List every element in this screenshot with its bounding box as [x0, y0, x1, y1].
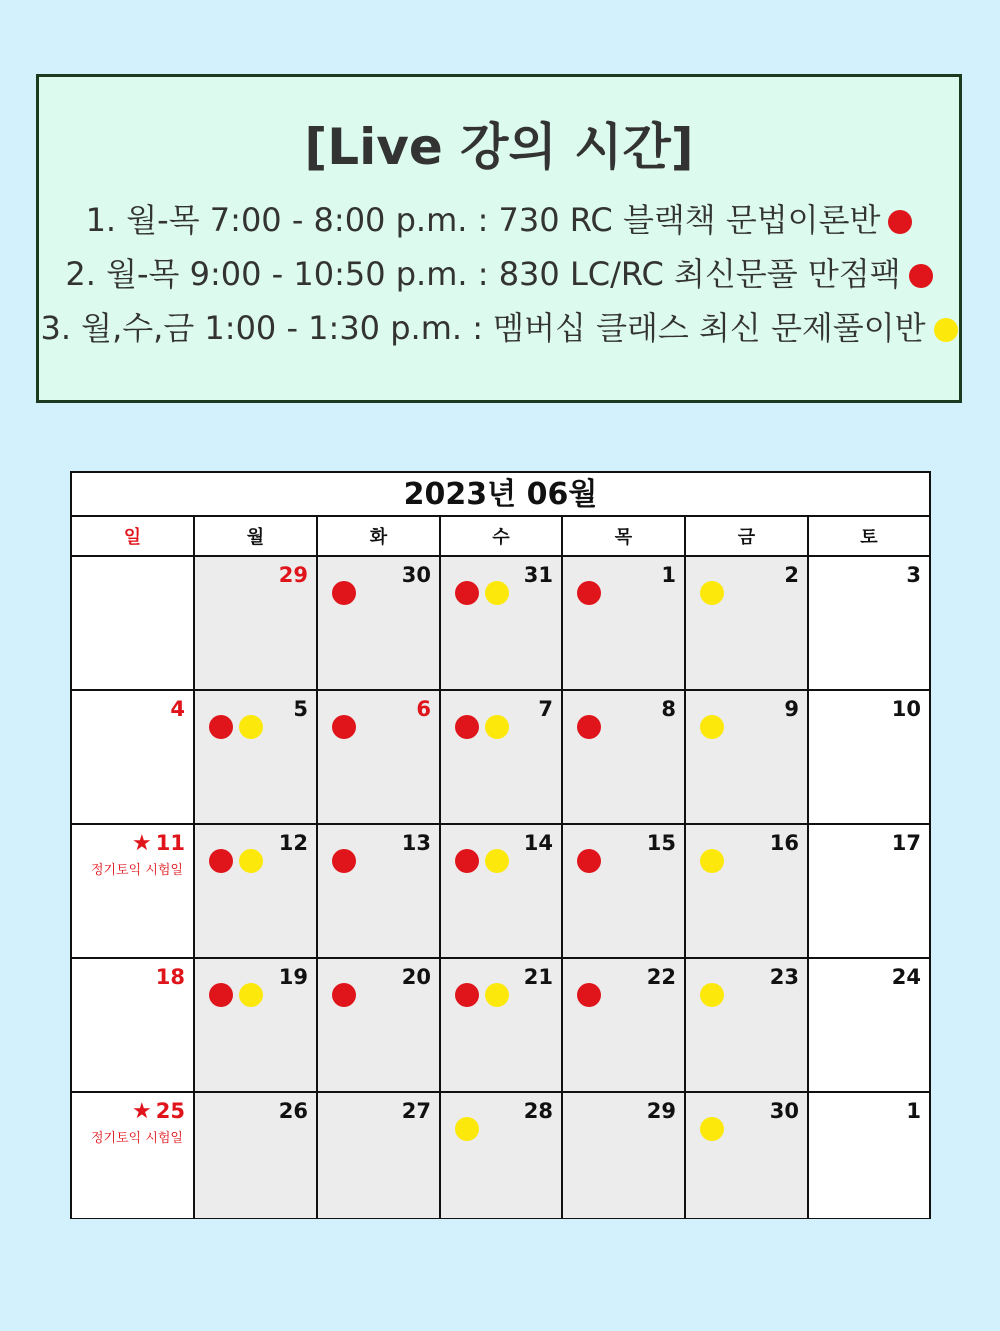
- day-number: [770, 831, 799, 855]
- class-dots: [332, 581, 356, 605]
- day-number-text: 25: [155, 1099, 185, 1123]
- schedule-line-text: 1. 월-목 7:00 - 8:00 p.m. : 730 RC 블랙책 문법이론반: [85, 201, 881, 239]
- day-number: [132, 1099, 185, 1124]
- calendar-day-cell[interactable]: [318, 691, 441, 825]
- class-dots: [577, 849, 601, 873]
- class-dots: [700, 983, 724, 1007]
- yellow-dot-icon: [700, 581, 724, 605]
- day-number: [906, 1099, 921, 1123]
- calendar-day-cell[interactable]: [686, 959, 809, 1093]
- day-number-text: 5: [293, 697, 308, 721]
- day-number: [170, 697, 185, 721]
- day-number-text: 21: [523, 965, 553, 989]
- day-number-text: 16: [769, 831, 799, 855]
- day-number-text: 30: [401, 563, 431, 587]
- day-number: [784, 563, 799, 587]
- day-number-text: 30: [769, 1099, 799, 1123]
- day-number: [402, 1099, 431, 1123]
- day-number-text: 1: [661, 563, 676, 587]
- day-number-text: 8: [661, 697, 676, 721]
- calendar-day-cell[interactable]: [318, 1093, 441, 1218]
- red-dot-icon: [577, 715, 601, 739]
- day-number-text: 1: [906, 1099, 921, 1123]
- red-dot-icon: [455, 581, 479, 605]
- class-dots: [577, 715, 601, 739]
- calendar-day-cell[interactable]: [809, 557, 929, 691]
- day-number: [892, 831, 921, 855]
- day-number: [293, 697, 308, 721]
- red-dot-icon: [209, 715, 233, 739]
- day-number-text: 7: [538, 697, 553, 721]
- calendar-day-cell[interactable]: [195, 557, 318, 691]
- star-icon: ★: [132, 1099, 152, 1124]
- weekday-header: 화: [318, 517, 441, 557]
- calendar-day-cell[interactable]: [441, 691, 563, 825]
- class-dots: [209, 983, 263, 1007]
- schedule-line-text: 3. 월,수,금 1:00 - 1:30 p.m. : 멤버십 클래스 최신 문제풀이반: [40, 309, 926, 347]
- class-dots: [455, 983, 509, 1007]
- day-number: [892, 965, 921, 989]
- red-dot-icon: [577, 581, 601, 605]
- calendar-day-cell[interactable]: [809, 1093, 929, 1218]
- weekday-header: 월: [195, 517, 318, 557]
- day-number-text: 28: [523, 1099, 553, 1123]
- yellow-dot-icon: [700, 1117, 724, 1141]
- class-dots: [455, 715, 509, 739]
- red-dot-icon: [332, 715, 356, 739]
- red-dot-icon: [455, 983, 479, 1007]
- weekday-header: 일: [72, 517, 195, 557]
- yellow-dot-icon: [455, 1117, 479, 1141]
- day-number: [770, 965, 799, 989]
- yellow-dot-icon: [934, 318, 958, 342]
- day-number: [279, 563, 308, 587]
- red-dot-icon: [909, 264, 933, 288]
- class-dots: [577, 983, 601, 1007]
- day-number-text: 15: [646, 831, 676, 855]
- class-dots: [332, 983, 356, 1007]
- day-number-text: 9: [784, 697, 799, 721]
- day-number-text: 23: [769, 965, 799, 989]
- day-number: [647, 831, 676, 855]
- calendar-day-cell[interactable]: [441, 959, 563, 1093]
- red-dot-icon: [577, 983, 601, 1007]
- day-number: [906, 563, 921, 587]
- calendar-day-cell[interactable]: [441, 557, 563, 691]
- schedule-line-text: 2. 월-목 9:00 - 10:50 p.m. : 830 LC/RC 최신문풀 만점팩: [65, 255, 901, 293]
- day-number: [524, 1099, 553, 1123]
- day-number-text: 29: [278, 563, 308, 587]
- class-dots: [455, 581, 509, 605]
- calendar-day-cell[interactable]: [441, 1093, 563, 1218]
- day-number-text: 11: [155, 831, 185, 855]
- yellow-dot-icon: [485, 715, 509, 739]
- day-number-text: 10: [891, 697, 921, 721]
- class-dots: [332, 849, 356, 873]
- exam-day-note: 정기토익 시험일: [90, 863, 183, 878]
- day-number: [524, 563, 553, 587]
- red-dot-icon: [332, 849, 356, 873]
- exam-day-note: 정기토익 시험일: [90, 1131, 183, 1146]
- schedule-line-2: [39, 247, 959, 301]
- weekday-header: 목: [563, 517, 686, 557]
- calendar-day-cell[interactable]: [318, 557, 441, 691]
- red-dot-icon: [332, 983, 356, 1007]
- day-number: [279, 965, 308, 989]
- yellow-dot-icon: [700, 849, 724, 873]
- day-number-text: 31: [523, 563, 553, 587]
- calendar-day-cell[interactable]: [72, 557, 195, 691]
- class-dots: [700, 715, 724, 739]
- calendar-day-cell[interactable]: [563, 557, 686, 691]
- day-number: [647, 1099, 676, 1123]
- star-icon: ★: [132, 831, 152, 856]
- live-schedule-box: [36, 74, 962, 403]
- red-dot-icon: [209, 849, 233, 873]
- calendar: [70, 471, 931, 1219]
- day-number-text: 17: [891, 831, 921, 855]
- weekday-header: 금: [686, 517, 809, 557]
- red-dot-icon: [209, 983, 233, 1007]
- day-number-text: 6: [416, 697, 431, 721]
- day-number: [524, 831, 553, 855]
- yellow-dot-icon: [239, 715, 263, 739]
- calendar-day-cell[interactable]: [809, 825, 929, 959]
- calendar-day-cell[interactable]: [809, 691, 929, 825]
- weekday-header: 토: [809, 517, 929, 557]
- class-dots: [455, 849, 509, 873]
- calendar-day-cell[interactable]: [72, 691, 195, 825]
- day-number: [784, 697, 799, 721]
- class-dots: [455, 1117, 479, 1141]
- day-number: [279, 831, 308, 855]
- calendar-day-cell[interactable]: [686, 1093, 809, 1218]
- red-dot-icon: [455, 849, 479, 873]
- calendar-day-cell[interactable]: [195, 691, 318, 825]
- day-number: [661, 563, 676, 587]
- calendar-day-cell[interactable]: [563, 959, 686, 1093]
- day-number: [402, 965, 431, 989]
- calendar-day-cell[interactable]: [686, 825, 809, 959]
- day-number-text: 4: [170, 697, 185, 721]
- day-number: [416, 697, 431, 721]
- day-number-text: 3: [906, 563, 921, 587]
- day-number: [538, 697, 553, 721]
- day-number-text: 22: [646, 965, 676, 989]
- class-dots: [209, 849, 263, 873]
- day-number-text: 27: [401, 1099, 431, 1123]
- day-number-text: 18: [155, 965, 185, 989]
- schedule-line-3: [39, 301, 959, 355]
- class-dots: [700, 849, 724, 873]
- calendar-title: 2023년 06월: [72, 473, 929, 517]
- schedule-title: [Live 강의 시간]: [304, 118, 694, 176]
- calendar-day-cell[interactable]: [195, 1093, 318, 1218]
- day-number: [524, 965, 553, 989]
- yellow-dot-icon: [485, 849, 509, 873]
- calendar-day-cell[interactable]: [563, 825, 686, 959]
- yellow-dot-icon: [485, 581, 509, 605]
- day-number-text: 24: [891, 965, 921, 989]
- day-number: [647, 965, 676, 989]
- calendar-day-cell[interactable]: [809, 959, 929, 1093]
- red-dot-icon: [455, 715, 479, 739]
- day-number: [402, 831, 431, 855]
- class-dots: [577, 581, 601, 605]
- calendar-day-cell[interactable]: [195, 959, 318, 1093]
- class-dots: [700, 1117, 724, 1141]
- calendar-day-cell[interactable]: [686, 691, 809, 825]
- day-number-text: 29: [646, 1099, 676, 1123]
- day-number: [770, 1099, 799, 1123]
- calendar-day-cell[interactable]: [318, 959, 441, 1093]
- day-number: [892, 697, 921, 721]
- day-number-text: 12: [278, 831, 308, 855]
- yellow-dot-icon: [485, 983, 509, 1007]
- calendar-day-cell[interactable]: [72, 1093, 195, 1218]
- calendar-grid: [72, 517, 929, 1218]
- calendar-day-cell[interactable]: [441, 825, 563, 959]
- schedule-lines: [39, 193, 959, 355]
- red-dot-icon: [577, 849, 601, 873]
- calendar-day-cell[interactable]: [318, 825, 441, 959]
- weekday-header: 수: [441, 517, 563, 557]
- yellow-dot-icon: [239, 983, 263, 1007]
- day-number-text: 20: [401, 965, 431, 989]
- class-dots: [209, 715, 263, 739]
- calendar-day-cell[interactable]: [563, 691, 686, 825]
- calendar-day-cell[interactable]: [563, 1093, 686, 1218]
- calendar-day-cell[interactable]: [72, 959, 195, 1093]
- class-dots: [332, 715, 356, 739]
- yellow-dot-icon: [700, 715, 724, 739]
- calendar-day-cell[interactable]: [686, 557, 809, 691]
- day-number: [402, 563, 431, 587]
- day-number: [156, 965, 185, 989]
- day-number: [132, 831, 185, 856]
- yellow-dot-icon: [700, 983, 724, 1007]
- day-number-text: 2: [784, 563, 799, 587]
- day-number: [279, 1099, 308, 1123]
- yellow-dot-icon: [239, 849, 263, 873]
- schedule-line-1: [39, 193, 959, 247]
- day-number: [661, 697, 676, 721]
- day-number-text: 19: [278, 965, 308, 989]
- calendar-day-cell[interactable]: [72, 825, 195, 959]
- day-number-text: 13: [401, 831, 431, 855]
- calendar-day-cell[interactable]: [195, 825, 318, 959]
- red-dot-icon: [332, 581, 356, 605]
- red-dot-icon: [888, 210, 912, 234]
- day-number-text: 14: [523, 831, 553, 855]
- day-number-text: 26: [278, 1099, 308, 1123]
- class-dots: [700, 581, 724, 605]
